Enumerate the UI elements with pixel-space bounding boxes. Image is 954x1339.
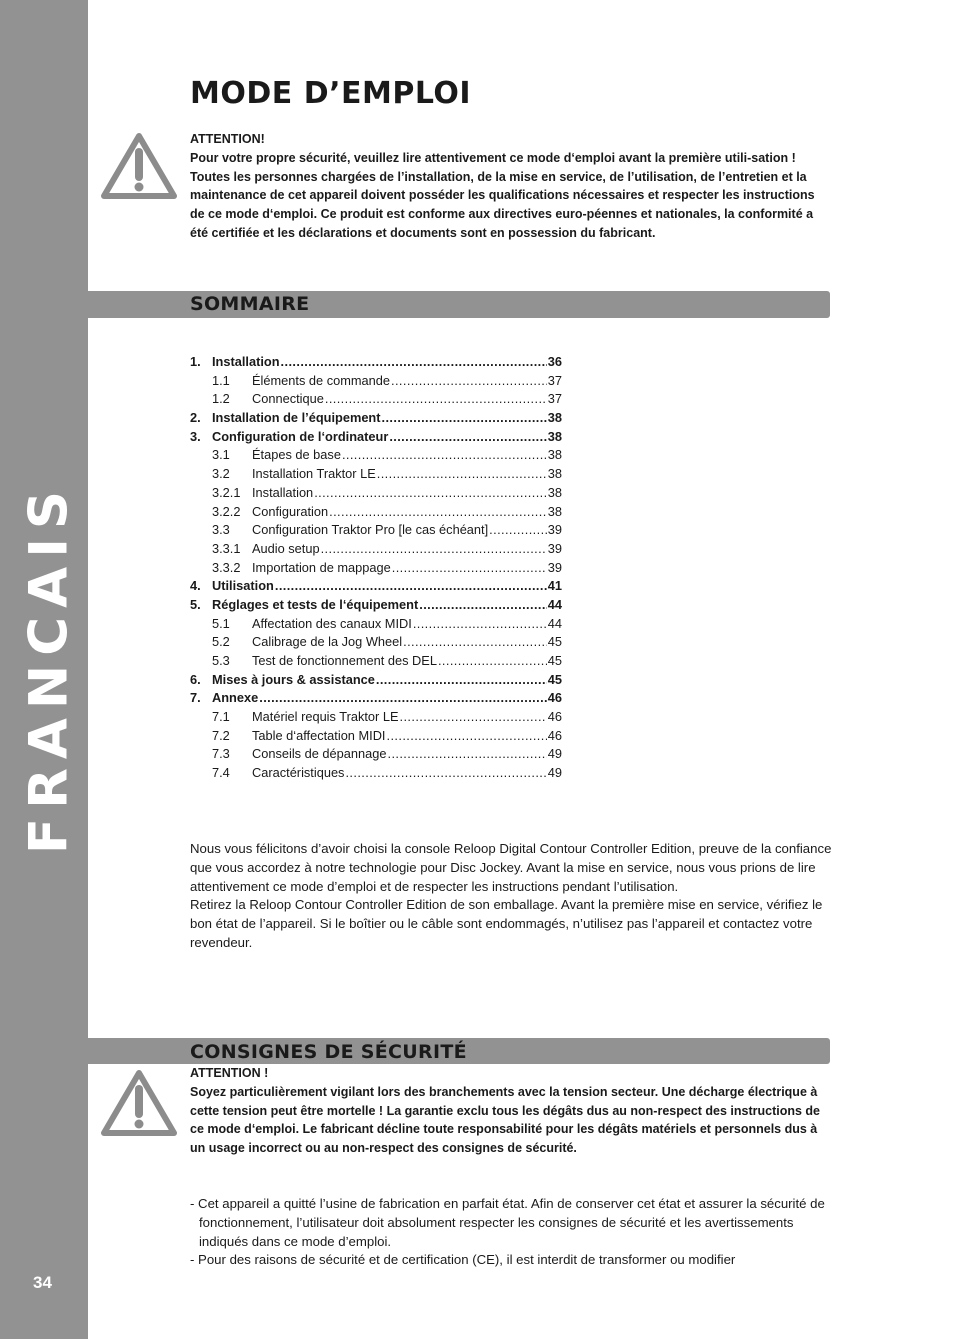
list-item: - Pour des raisons de sécurité et de certification (CE), il est interdit de transformer ou modifier bbox=[190, 1252, 736, 1268]
toc-entry bbox=[190, 672, 562, 691]
toc-entry-page: 38 bbox=[547, 466, 562, 482]
toc-entry-page: 46 bbox=[547, 727, 562, 743]
toc-dot-leader bbox=[376, 672, 547, 687]
toc-entry-number: 1. bbox=[190, 354, 201, 369]
toc-dot-leader bbox=[281, 354, 547, 369]
toc-entry-page: 38 bbox=[547, 503, 562, 519]
toc-entry-page: 38 bbox=[547, 447, 562, 463]
page-title: MODE D’EMPLOI bbox=[190, 76, 472, 111]
toc-entry bbox=[190, 429, 562, 448]
toc-entry-page: 46 bbox=[547, 690, 562, 706]
toc-entry-title: Configuration bbox=[252, 503, 329, 519]
page-number: 34 bbox=[33, 1273, 52, 1292]
toc-entry bbox=[190, 541, 562, 560]
toc-entry bbox=[190, 653, 562, 672]
toc-dot-leader bbox=[392, 560, 547, 575]
table-of-contents bbox=[190, 354, 562, 784]
toc-entry-title: Audio setup bbox=[252, 540, 320, 556]
toc-entry-number: 3.2.2 bbox=[212, 503, 241, 519]
warning-text: Pour votre propre sécurité, veuillez lire attentivement ce mode d‘emploi avant la première utili-sation ! Toutes les personnes chargées de l’installation, de la mise en service, de l’utilisation, de l’entretien et la maintenance de cet appareil doivent posséder les qualifications nécessaires et respecter les instructions de ce mode d‘emploi. Ce produit est conforme aux directives euro-péennes et nationales, la conformité a été certifiée et les déclarations et documents sont en possession du fabricant. bbox=[190, 150, 815, 240]
toc-entry-title: Conseils de dépannage bbox=[252, 746, 387, 762]
toc-entry-number: 3. bbox=[190, 428, 201, 444]
toc-entry-page: 39 bbox=[547, 540, 562, 556]
safety-warning bbox=[190, 1064, 832, 1158]
toc-entry bbox=[190, 616, 562, 635]
safety-warning-intro bbox=[190, 130, 832, 243]
toc-entry-title: Caractéristiques bbox=[252, 765, 345, 781]
intro-paragraph: Retirez la Reloop Contour Controller Edition de son emballage. Avant la première mise en service, vérifiez le bon état de l’appareil. Si le boîtier ou le câble sont endommagés, n’utilisez pas l’appareil et contactez votre revendeur. bbox=[190, 897, 823, 950]
toc-dot-leader bbox=[438, 653, 547, 668]
toc-entry-number: 1.1 bbox=[212, 372, 230, 388]
toc-entry-page: 36 bbox=[547, 354, 562, 369]
toc-entry-page: 49 bbox=[547, 746, 562, 762]
toc-entry-number: 3.1 bbox=[212, 447, 230, 463]
warning-text: Soyez particulièrement vigilant lors des branchements avec la tension secteur. Une décharge électrique à cette tension peut être mortelle ! La garantie exclu tous les dégâts dus au non-respect des instructions de ce mode d‘emploi. Le fabricant décline toute responsabilité pour les dégâts matériels et personnels dus à un usage incorrect ou au non-respect des consignes de sécurité. bbox=[190, 1084, 821, 1156]
toc-entry-page: 45 bbox=[547, 634, 562, 650]
toc-dot-leader bbox=[275, 578, 547, 593]
toc-dot-leader bbox=[345, 765, 546, 780]
toc-dot-leader bbox=[391, 373, 547, 388]
toc-entry-title: Matériel requis Traktor LE bbox=[252, 709, 399, 725]
contents-heading: SOMMAIRE bbox=[190, 293, 310, 315]
section-bar-safety bbox=[88, 1038, 830, 1064]
toc-entry-title: Installation Traktor LE bbox=[252, 466, 376, 482]
safety-heading: CONSIGNES DE SÉCURITÉ bbox=[190, 1041, 467, 1063]
toc-entry bbox=[190, 373, 562, 392]
toc-entry-number: 3.3 bbox=[212, 522, 230, 538]
toc-dot-leader bbox=[314, 485, 547, 500]
toc-entry bbox=[190, 522, 562, 541]
toc-entry-number: 4. bbox=[190, 578, 201, 594]
toc-entry-number: 6. bbox=[190, 671, 201, 687]
toc-entry-number: 5.3 bbox=[212, 653, 230, 668]
toc-entry-number: 7.2 bbox=[212, 727, 230, 743]
toc-entry-number: 7.4 bbox=[212, 765, 230, 781]
toc-entry-page: 37 bbox=[547, 372, 562, 388]
toc-dot-leader bbox=[403, 634, 547, 649]
toc-entry-page: 44 bbox=[547, 615, 562, 631]
toc-entry-title: Étapes de base bbox=[252, 447, 341, 463]
toc-dot-leader bbox=[382, 410, 547, 425]
toc-entry-title: Configuration de l‘ordinateur bbox=[212, 428, 389, 444]
toc-entry-page: 39 bbox=[547, 559, 562, 575]
toc-dot-leader bbox=[342, 447, 547, 462]
toc-entry-title: Connectique bbox=[252, 391, 324, 407]
toc-entry-title: Annexe bbox=[212, 690, 259, 706]
toc-entry-number: 7.3 bbox=[212, 746, 230, 762]
toc-entry-title: Mises à jours & assistance bbox=[212, 671, 375, 687]
toc-entry-page: 45 bbox=[547, 671, 562, 687]
toc-dot-leader bbox=[377, 466, 547, 481]
toc-entry-title: Installation bbox=[212, 354, 280, 369]
toc-dot-leader bbox=[413, 616, 547, 631]
toc-entry bbox=[190, 504, 562, 523]
intro-text bbox=[190, 840, 832, 953]
toc-entry-number: 7.1 bbox=[212, 709, 230, 725]
toc-entry bbox=[190, 485, 562, 504]
toc-dot-leader bbox=[419, 597, 547, 612]
toc-entry-number: 1.2 bbox=[212, 391, 230, 407]
warning-heading: ATTENTION ! bbox=[190, 1066, 269, 1080]
toc-entry-number: 2. bbox=[190, 410, 201, 426]
toc-entry-page: 49 bbox=[547, 765, 562, 781]
toc-entry-page: 45 bbox=[547, 653, 562, 668]
toc-entry bbox=[190, 597, 562, 616]
toc-entry-title: Calibrage de la Jog Wheel bbox=[252, 634, 403, 650]
toc-entry-title: Éléments de commande bbox=[252, 372, 390, 388]
toc-entry-number: 3.2.1 bbox=[212, 484, 241, 500]
language-sidebar bbox=[0, 0, 88, 1339]
toc-entry-title: Test de fonctionnement des DEL bbox=[252, 653, 437, 668]
toc-entry-page: 38 bbox=[547, 484, 562, 500]
list-item: - Cet appareil a quitté l’usine de fabrication en parfait état. Afin de conserver cet état et assurer la sécurité de fonctionnement, l’utilisateur doit absolument respecter les consignes de sécurité et les avertissements indiqués dans ce mode d’emploi. bbox=[190, 1196, 825, 1249]
toc-dot-leader bbox=[400, 709, 547, 724]
toc-entry bbox=[190, 354, 562, 373]
toc-entry-title: Importation de mappage bbox=[252, 559, 391, 575]
toc-entry-page: 38 bbox=[547, 428, 562, 444]
toc-entry-number: 3.2 bbox=[212, 466, 230, 482]
warning-triangle-icon bbox=[100, 132, 178, 200]
language-label: FRANCAIS bbox=[18, 481, 80, 855]
toc-entry bbox=[190, 634, 562, 653]
toc-entry-title: Utilisation bbox=[212, 578, 274, 594]
toc-entry-number: 3.3.1 bbox=[212, 540, 241, 556]
toc-dot-leader bbox=[489, 522, 547, 537]
toc-entry-number: 5. bbox=[190, 596, 201, 612]
toc-entry-page: 46 bbox=[547, 709, 562, 725]
toc-entry-number: 3.3.2 bbox=[212, 559, 241, 575]
toc-entry-title: Configuration Traktor Pro [le cas échéant] bbox=[252, 522, 489, 538]
toc-entry-page: 44 bbox=[547, 596, 562, 612]
toc-entry bbox=[190, 709, 562, 728]
toc-entry bbox=[190, 410, 562, 429]
toc-entry-title: Réglages et tests de l‘équipement bbox=[212, 596, 419, 612]
toc-entry bbox=[190, 746, 562, 765]
toc-entry-number: 5.2 bbox=[212, 634, 230, 650]
toc-entry-title: Installation de l’équipement bbox=[212, 410, 381, 426]
toc-entry-page: 37 bbox=[547, 391, 562, 407]
toc-entry-page: 38 bbox=[547, 410, 562, 426]
toc-entry-page: 39 bbox=[547, 522, 562, 538]
section-bar-contents bbox=[88, 291, 830, 318]
toc-dot-leader bbox=[325, 391, 547, 406]
toc-dot-leader bbox=[321, 541, 547, 556]
toc-entry bbox=[190, 578, 562, 597]
toc-entry-number: 7. bbox=[190, 690, 201, 706]
toc-entry bbox=[190, 765, 562, 784]
intro-paragraph: Nous vous félicitons d’avoir choisi la console Reloop Digital Contour Controller Edition, preuve de la confiance que vous accordez à notre technologie pour Disc Jockey. Avant la mise en service, nous vous prions de lire attentivement ce mode d’emploi et de respecter les instructions pendant l’utilisation. bbox=[190, 841, 832, 894]
toc-dot-leader bbox=[259, 690, 547, 705]
toc-dot-leader bbox=[389, 429, 546, 444]
toc-entry-number: 5.1 bbox=[212, 615, 230, 631]
toc-entry bbox=[190, 560, 562, 579]
toc-entry bbox=[190, 728, 562, 747]
toc-entry bbox=[190, 690, 562, 709]
toc-entry bbox=[190, 447, 562, 466]
safety-instructions-list bbox=[190, 1195, 835, 1270]
toc-entry bbox=[190, 466, 562, 485]
toc-entry-page: 41 bbox=[547, 578, 562, 594]
warning-triangle-icon bbox=[100, 1069, 178, 1137]
toc-dot-leader bbox=[387, 746, 546, 761]
toc-dot-leader bbox=[329, 504, 547, 519]
toc-dot-leader bbox=[387, 728, 547, 743]
toc-entry-title: Installation bbox=[252, 484, 314, 500]
toc-entry-title: Affectation des canaux MIDI bbox=[252, 615, 412, 631]
warning-heading: ATTENTION! bbox=[190, 132, 265, 146]
toc-entry-title: Table d‘affectation MIDI bbox=[252, 727, 386, 743]
toc-entry bbox=[190, 391, 562, 410]
